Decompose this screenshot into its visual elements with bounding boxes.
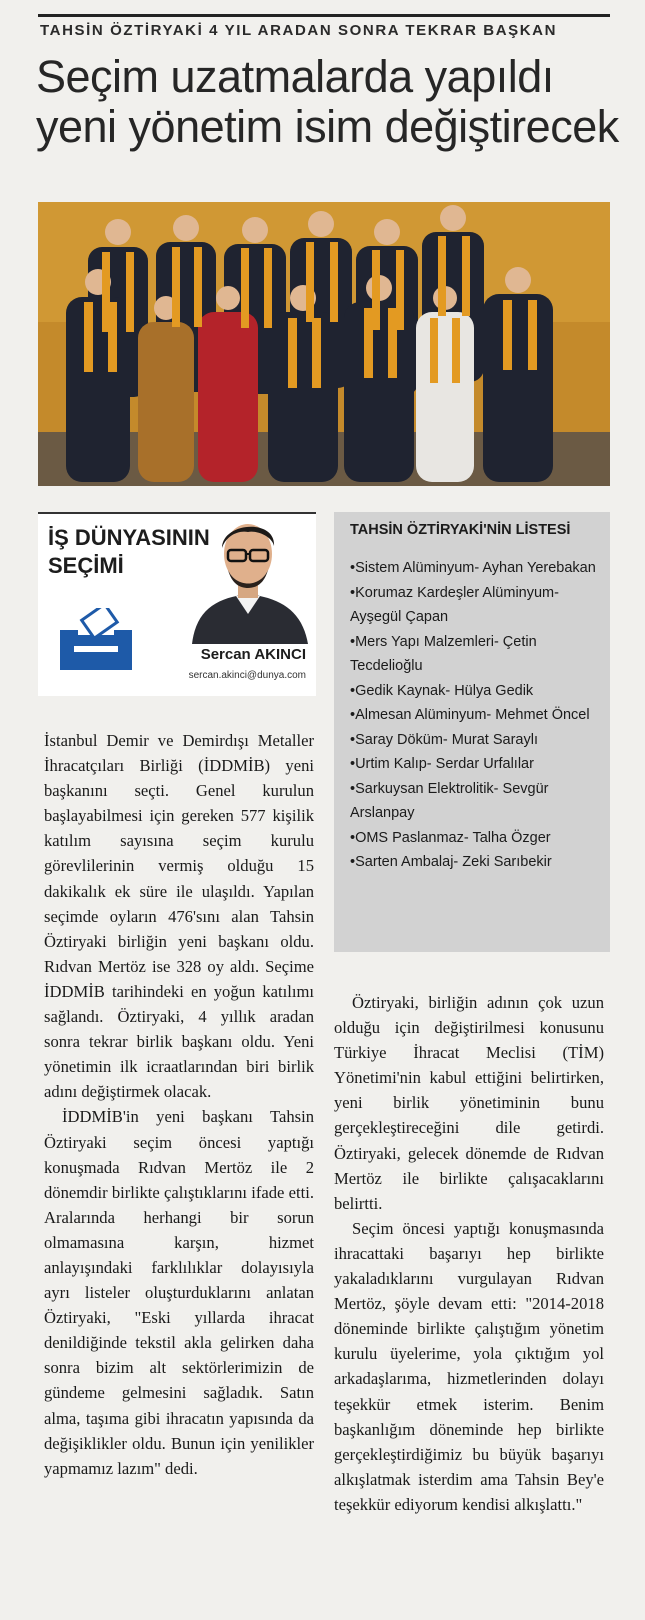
group-photo — [38, 202, 610, 486]
author-name: Sercan AKINCI — [200, 646, 306, 663]
author-portrait — [186, 514, 312, 644]
column-title-line-2: SEÇİMİ — [48, 553, 124, 578]
kicker: TAHSİN ÖZTİRYAKİ 4 YIL ARADAN SONRA TEKRAR BAŞKAN — [40, 22, 558, 39]
sidebar-title: TAHSİN ÖZTİRYAKİ'NİN LİSTESİ — [350, 522, 571, 538]
body-paragraph: İstanbul Demir ve Demirdışı Metaller İhracatçıları Birliği (İDDMİB) yeni başkanını seçti. Genel kurulun başlayabilmesi için gereken 577 kişilik katılım sayısına seçim kurulu görevlilerinin vermiş olduğu 15 dakikalık ek süre ile ulaşıldı. Yapılan seçimde oyların 476'sını alan Tahsin Öztiryaki birliğin yeni başkanı oldu. Rıdvan Mertöz ise 328 oy aldı. Seçime İDDMİB tarihindeki en yoğun katılımı sağlandı. Öztiryaki, 4 yıllık aradan sonra tekrar birlik başkanı oldu. Yeni yönetimin ilk icraatlarından biri birlik adını değiştirmek olacak. — [44, 731, 314, 1102]
column-header — [38, 512, 316, 696]
list-item: • Almesan Alüminyum- Mehmet Öncel — [350, 703, 600, 728]
headline — [36, 51, 619, 152]
list-item: • Gedik Kaynak- Hülya Gedik — [350, 679, 600, 704]
column-title-line-1: İŞ DÜNYASININ — [48, 525, 210, 550]
list-item: • Korumaz Kardeşler Alüminyum- Ayşegül Çapan — [350, 581, 600, 630]
ballot-box-icon — [60, 608, 132, 670]
list-item: • OMS Paslanmaz- Talha Özger — [350, 826, 600, 851]
body-column-right — [334, 990, 604, 1517]
group-photo-illustration — [38, 202, 610, 486]
list-item: • Sarkuysan Elektrolitik- Sevgür Arslanpay — [350, 777, 600, 826]
body-paragraph: Seçim öncesi yaptığı konuşmasında ihracattaki başarıyı hep birlikte yakaladıklarını vurgulayan Rıdvan Mertöz, şöyle devam etti: "2014-2018 döneminde birlikte çalıştığım yönetim kurulu üyelerime, yola çıktığım yol arkadaşlarıma, hizmetlerinden dolayı teşekkür etmek isterim. Benim başkanlığım döneminde hep birlikte gerçekleştirdiğimiz bu büyük başarıyı alkışlatmak isterdim ama Tahsin Bey'e teşekkür ediyorum kendisi alkışlattı." — [334, 1218, 604, 1514]
sidebar-list — [350, 556, 600, 875]
top-rule — [38, 14, 610, 17]
list-item: • Urtim Kalıp- Serdar Urfalılar — [350, 752, 600, 777]
headline-line-2: yeni yönetim isim değiştirecek — [36, 101, 619, 152]
body-column-left — [44, 728, 314, 1481]
author-email: sercan.akinci@dunya.com — [188, 670, 306, 681]
list-item: • Sarten Ambalaj- Zeki Sarıbekir — [350, 850, 600, 875]
body-paragraph: İDDMİB'in yeni başkanı Tahsin Öztiryaki seçim öncesi yaptığı konuşmada Rıdvan Mertöz ile 2 dönemdir birlikte çalıştıklarını ifade etti. Aralarında herhangi bir sorun olmamasına karşın, hizmet anlayışındaki farklılıklar dolayısıyla ayrı listeler oluşturduklarını anlatan Öztiryaki, "Eski yıllarda ihracat denildiğinde tekstil akla gelirken daha sonra bizim alt sektörlerimizin de gündeme gelmesini sağladık. Satın alma, taşıma gibi ihracatın yapısında da değişiklikler oldu. Bunun için yenilikler yapmamız lazım" dedi. — [44, 1107, 314, 1478]
headline-line-1: Seçim uzatmalarda yapıldı — [36, 51, 554, 102]
list-item: • Sistem Alüminyum- Ayhan Yerebakan — [350, 556, 600, 581]
sidebar-list-box — [334, 512, 610, 952]
body-paragraph: Öztiryaki, birliğin adının çok uzun olduğu için değiştirilmesi konusunu Türkiye İhracat Meclisi (TİM) Yönetimi'nin kabul ettiğini belirtirken, yeni birlik yönetiminin bunu gerçekleştireceğini dile getirdi. Öztiryaki, gelecek dönemde de Rıdvan Mertöz ile birlikte çalışacaklarını belirtti. — [334, 993, 604, 1213]
list-item: • Mers Yapı Malzemleri- Çetin Tecdelioğlu — [350, 630, 600, 679]
list-item: • Saray Döküm- Murat Saraylı — [350, 728, 600, 753]
